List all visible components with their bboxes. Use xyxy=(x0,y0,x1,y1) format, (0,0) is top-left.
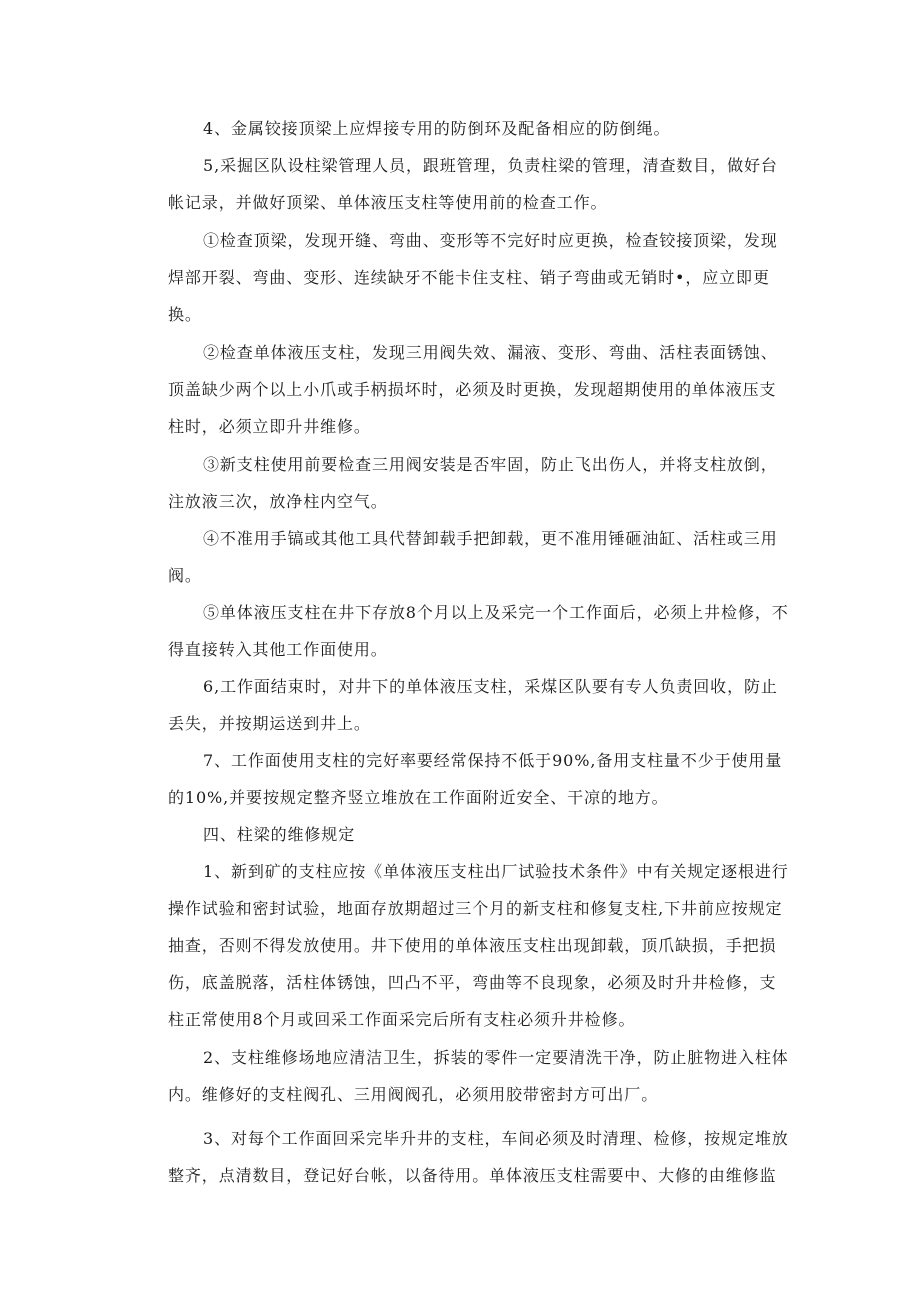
paragraph-maint-2: 2、支柱维修场地应清洁卫生，拆装的零件一定要清洗干净，防止脏物进入柱体内。维修好的支柱阀孔、三用阀阀孔，必须用胶带密封方可出厂。 xyxy=(168,1048,789,1104)
paragraph-maint-3: 3、对每个工作面回采完毕升井的支柱，车间必须及时清理、检修，按规定堆放整齐，点清数目，登记好台帐，以备待用。单体液压支柱需要中、大修的由维修监 xyxy=(168,1129,789,1185)
paragraph-item-4: 4、金属铰接顶梁上应焊接专用的防倒环及配备相应的防倒绳。 xyxy=(203,119,671,138)
paragraph-new-prop: ③新支柱使用前要检查三用阀安装是否牢固，防止飞出伤人，并将支柱放倒，注放液三次，放净柱内空气。 xyxy=(168,455,778,511)
paragraph-check-prop: ②检查单体液压支柱，发现三用阀失效、漏液、变形、弯曲、活柱表面锈蚀、顶盖缺少两个以上小爪或手柄损坏时，必须及时更换，发现超期使用的单体液压支柱时，必须立即升井维修。 xyxy=(168,343,778,436)
paragraph-item-6: 6,工作面结束时，对井下的单体液压支柱，采煤区队要有专人负责回收，防止丢失，并按期运送到井上。 xyxy=(168,677,778,733)
paragraph-item-7: 7、工作面使用支柱的完好率要经常保持不低于90%,备用支柱量不少于使用量的10%,并要按规定整齐竖立堆放在工作面附近安全、干凉的地方。 xyxy=(168,751,783,807)
paragraph-storage: ⑤单体液压支柱在井下存放8个月以上及采完一个工作面后，必须上井检修，不得直接转入其他工作面使用。 xyxy=(168,603,789,659)
paragraph-check-beam: ①检查顶梁，发现开缝、弯曲、变形等不完好时应更换，检查铰接顶梁，发现焊部开裂、弯曲、变形、连续缺牙不能卡住支柱、销子弯曲或无销时•，应立即更换。 xyxy=(168,231,778,324)
section-heading-maintenance: 四、柱梁的维修规定 xyxy=(203,825,356,844)
paragraph-no-hammer: ④不准用手镐或其他工具代替卸载手把卸载，更不准用锤砸油缸、活柱或三用阀。 xyxy=(168,529,778,585)
paragraph-item-5: 5,采掘区队设柱梁管理人员，跟班管理，负责柱梁的管理，清查数目，做好台帐记录，并做好顶梁、单体液压支柱等使用前的检查工作。 xyxy=(168,156,778,212)
paragraph-maint-1: 1、新到矿的支柱应按《单体液压支柱出厂试验技术条件》中有关规定逐根进行操作试验和密封试验，地面存放期超过三个月的新支柱和修复支柱,下井前应按规定抽查，否则不得发放使用。井下使用的单体液压支柱出现卸载，顶爪缺损，手把损伤，底盖脱落，活柱体锈蚀，凹凸不平，弯曲等不良现象，必须及时升井检修，支柱正常使用8个月或回采工作面采完后所有支柱必须升井检修。 xyxy=(168,862,789,1029)
